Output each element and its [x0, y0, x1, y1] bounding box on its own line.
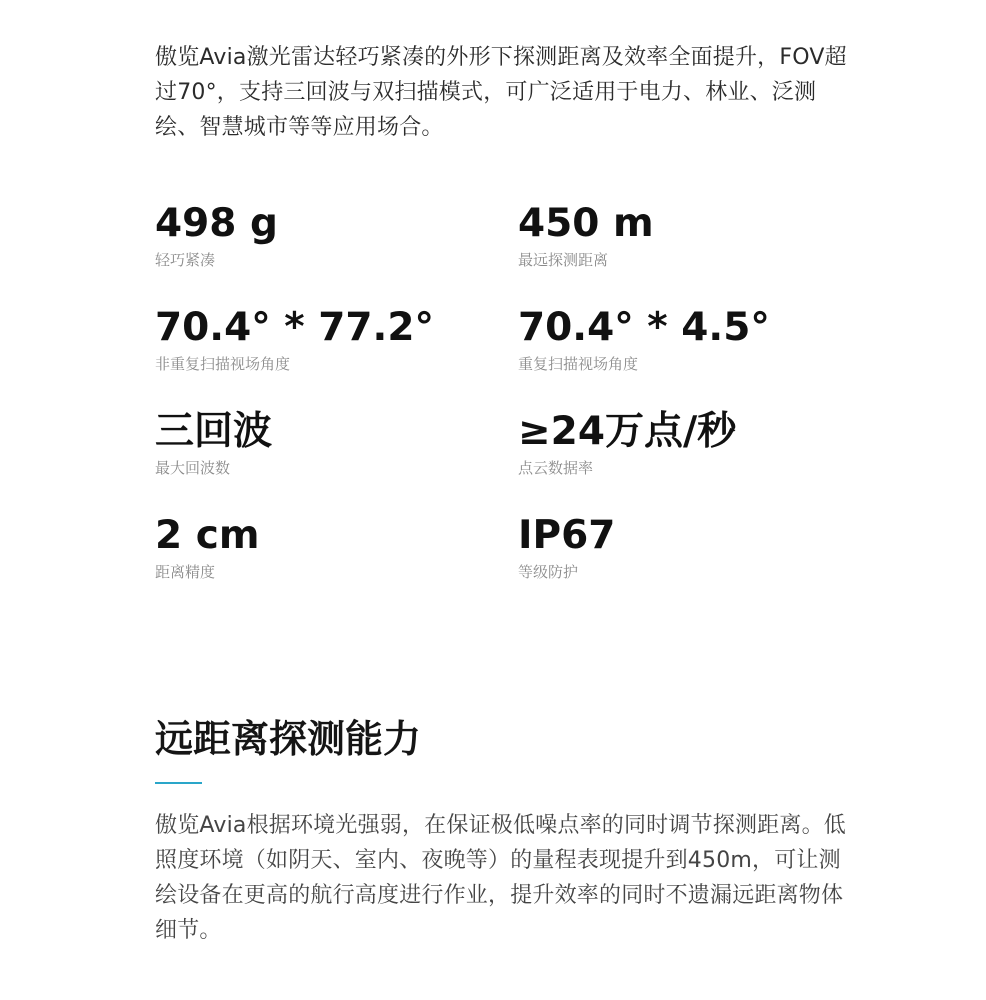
spec-value: 2 cm [155, 513, 260, 558]
spec-label: 距离精度 [155, 563, 216, 581]
section-accent-divider [155, 782, 202, 784]
spec-value: 498 g [155, 201, 278, 246]
spec-grid [155, 200, 855, 616]
spec-protection [518, 512, 855, 616]
spec-label: 轻巧紧凑 [155, 251, 216, 269]
spec-nonrepetitive-fov [155, 304, 518, 408]
spec-label: 点云数据率 [518, 459, 594, 477]
spec-repetitive-fov [518, 304, 855, 408]
spec-accuracy [155, 512, 518, 616]
spec-value: 70.4° * 77.2° [155, 305, 434, 350]
spec-label: 非重复扫描视场角度 [155, 355, 291, 373]
section-title: 远距离探测能力 [155, 717, 422, 761]
spec-label: 重复扫描视场角度 [518, 355, 639, 373]
spec-value: 70.4° * 4.5° [518, 305, 770, 350]
spec-returns [155, 408, 518, 512]
spec-weight [155, 200, 518, 304]
spec-value: 450 m [518, 201, 654, 246]
spec-point-rate [518, 408, 855, 512]
spec-range [518, 200, 855, 304]
intro-paragraph: 傲览Avia激光雷达轻巧紧凑的外形下探测距离及效率全面提升，FOV超过70°，支持三回波与双扫描模式，可广泛适用于电力、林业、泛测绘、智慧城市等等应用场合。 [155, 45, 847, 140]
spec-value: ≥24万点/秒 [518, 409, 737, 454]
spec-label: 等级防护 [518, 563, 579, 581]
spec-value: IP67 [518, 513, 616, 558]
section-body: 傲览Avia根据环境光强弱，在保证极低噪点率的同时调节探测距离。低照度环境（如阴天、室内、夜晚等）的量程表现提升到450m，可让测绘设备在更高的航行高度进行作业，提升效率的同时不遗漏远距离物体细节。 [155, 813, 846, 943]
spec-label: 最远探测距离 [518, 251, 609, 269]
spec-label: 最大回波数 [155, 459, 231, 477]
spec-value: 三回波 [155, 409, 273, 454]
